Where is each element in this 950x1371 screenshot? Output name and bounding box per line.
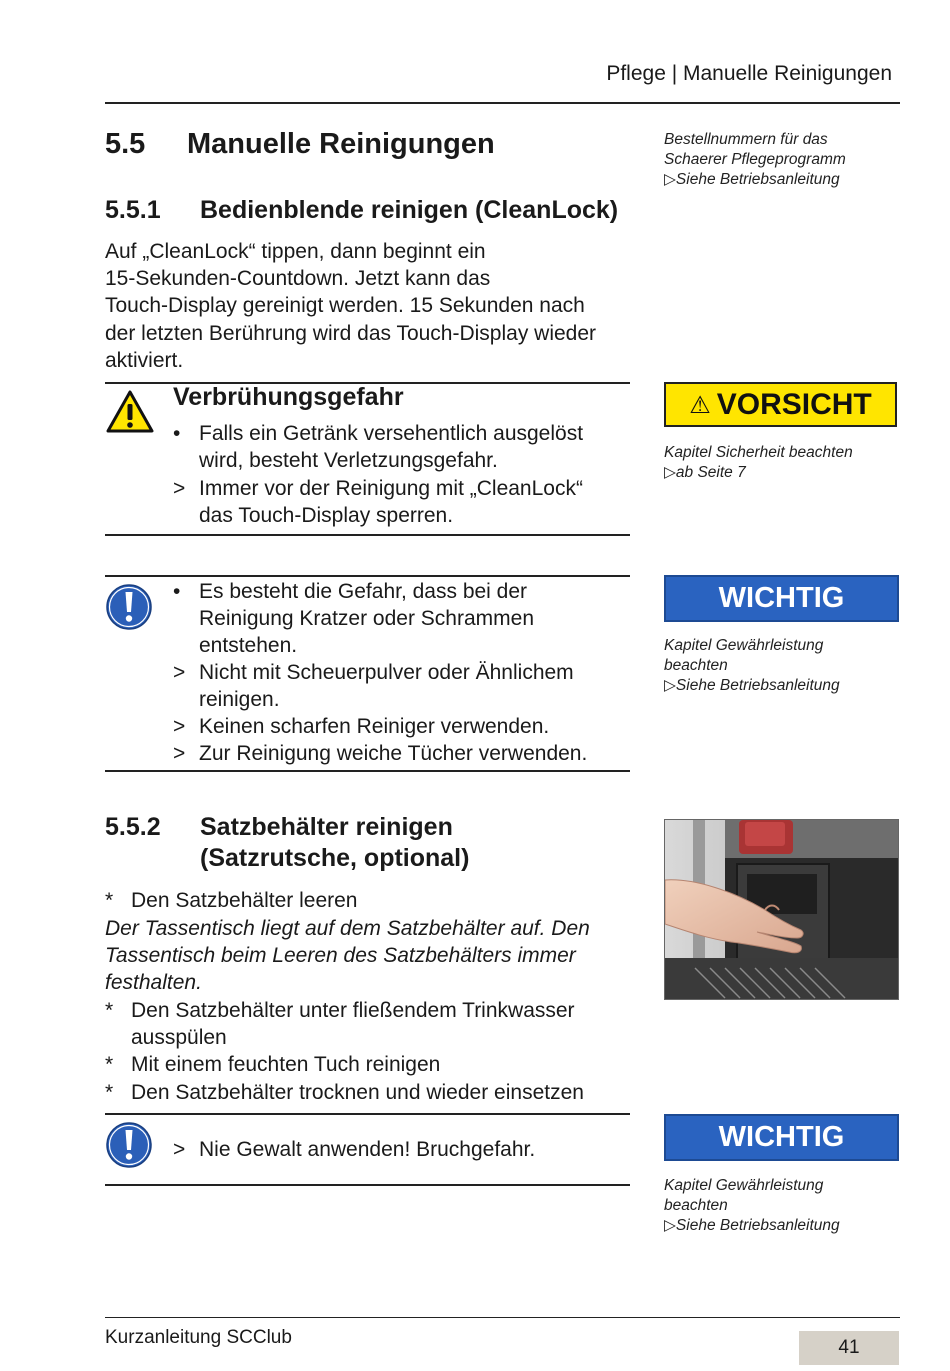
footer-title: Kurzanleitung SCClub: [105, 1327, 292, 1348]
vorsicht-note: Kapitel Sicherheit beachten ▷ab Seite 7: [664, 444, 853, 481]
wichtig-badge: [664, 575, 899, 622]
list-item-text: Immer vor der Reinigung mit „CleanLock“ das Touch-Display sperren.: [199, 477, 583, 528]
wichtig-label: WICHTIG: [718, 1121, 845, 1153]
section-heading: [105, 128, 495, 161]
wichtig-note: Kapitel Gewährleistung beachten ▷Siehe Betriebsanleitung: [664, 637, 840, 694]
cleanlock-paragraph: Auf „CleanLock“ tippen, dann beginnt ein 15-Sekunden-Countdown. Jetzt kann das Touch-Display gereinigt werden. 15 Sekunden nach der letzten Berührung wird das Touch-Display wieder aktiviert.: [105, 240, 597, 372]
step-marker: *: [105, 999, 114, 1022]
step-text: Den Satzbehälter trocknen und wieder einsetzen: [131, 1081, 584, 1104]
subsection-title-2: Satzbehälter reinigen: [200, 813, 453, 841]
exclamation-icon: [105, 583, 153, 636]
warning-sign-icon: ⚠: [689, 390, 711, 419]
vorsicht-badge: [664, 382, 897, 427]
subsection-title-2-line2: (Satzrutsche, optional): [200, 844, 470, 872]
step-marker: *: [105, 1053, 114, 1076]
subsection-heading-2: [105, 813, 453, 842]
list-item-text: Falls ein Getränk versehentlich ausgelöst wird, besteht Verletzungsgefahr.: [199, 422, 584, 473]
header-rule: [105, 102, 900, 104]
list-item-text: Es besteht die Gefahr, dass bei der Reinigung Kratzer oder Schrammen entstehen.: [199, 580, 534, 658]
wichtig-badge: [664, 1114, 899, 1161]
notice-bottom-rule: [105, 770, 630, 772]
subsection-heading-1: [105, 196, 618, 225]
subsection-title-1: Bedienblende reinigen (CleanLock): [200, 196, 619, 224]
wichtig-label: WICHTIG: [718, 582, 845, 614]
warning-bottom-rule: [105, 534, 630, 536]
arrow-marker: >: [173, 661, 186, 684]
list-item-text: Nicht mit Scheuerpulver oder Ähnlichem reinigen.: [199, 661, 574, 712]
step-marker: *: [105, 889, 114, 912]
exclamation-icon: [105, 1121, 153, 1174]
vorsicht-label: VORSICHT: [716, 387, 872, 421]
list-item-text: Keinen scharfen Reiniger verwenden.: [199, 715, 550, 738]
order-note: Bestellnummern für das Schaerer Pflegeprogramm ▷Siehe Betriebsanleitung: [664, 131, 846, 188]
step-text: Mit einem feuchten Tuch reinigen: [131, 1053, 441, 1076]
section-title: Manuelle Reinigungen: [187, 128, 495, 160]
arrow-marker: >: [173, 477, 186, 500]
notice2-top-rule: [105, 1113, 630, 1115]
list-item: [173, 1136, 536, 1218]
section-number: 5.5: [105, 128, 146, 160]
bullet-marker: •: [173, 580, 181, 603]
arrow-marker: >: [173, 742, 186, 765]
list-item-text: Nie Gewalt anwenden! Bruchgefahr.: [199, 1138, 536, 1161]
wichtig-note: Kapitel Gewährleistung beachten ▷Siehe Betriebsanleitung: [664, 1177, 840, 1234]
notice2-bottom-rule: [105, 1184, 630, 1186]
coffee-machine-photo: [664, 819, 899, 1000]
notice-top-rule: [105, 575, 630, 577]
step-text: Den Satzbehälter unter fließendem Trinkwasser ausspülen: [131, 999, 575, 1050]
running-head: Pflege | Manuelle Reinigungen: [606, 62, 892, 85]
subsection-number-2: 5.5.2: [105, 813, 161, 841]
list-item-text: Zur Reinigung weiche Tücher verwenden.: [199, 742, 588, 765]
list-item: [173, 475, 583, 557]
list-item: [173, 740, 588, 822]
footer-rule: [105, 1317, 900, 1318]
list-item: [173, 578, 534, 660]
subsection-number-1: 5.5.1: [105, 196, 161, 224]
page-number: 41: [799, 1331, 899, 1365]
arrow-marker: >: [173, 1138, 186, 1161]
tassentisch-note: Der Tassentisch liegt auf dem Satzbehälter auf. Den Tassentisch beim Leeren des Satzbehälters immer festhalten.: [105, 917, 590, 995]
arrow-marker: >: [173, 715, 186, 738]
step-marker: *: [105, 1081, 114, 1104]
bullet-marker: •: [173, 422, 181, 445]
step-text: Den Satzbehälter leeren: [131, 889, 358, 912]
warning-title: Verbrühungsgefahr: [173, 383, 404, 411]
warning-triangle-icon: [105, 389, 155, 439]
